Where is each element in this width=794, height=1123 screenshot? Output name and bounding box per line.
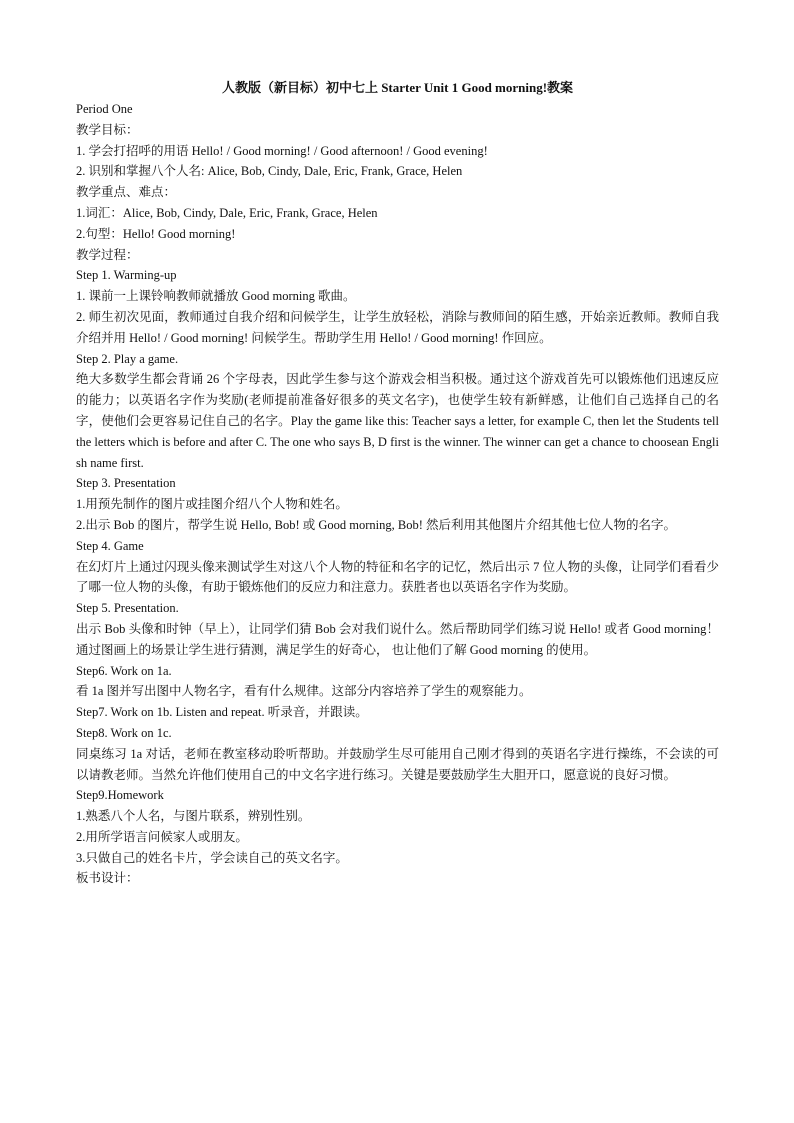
objective-item: 1. 学会打招呼的用语 Hello! / Good morning! / Good afternoon! / Good evening!	[76, 143, 488, 158]
step-paragraph: 在幻灯片上通过闪现头像来测试学生对这八个人物的特征和名字的记忆，然后出示 7 位人物的头像，让同学们看看少了哪一位人物的头像，有助于锻炼他们的反应力和注意力。获胜者也以英语名字作为奖励。	[76, 559, 719, 595]
step-heading: Step 2. Play a game.	[76, 351, 179, 366]
board-design-heading: 板书设计：	[76, 871, 139, 886]
period-label: Period One	[76, 102, 133, 116]
keypoint-item: 2.句型：Hello! Good morning!	[76, 226, 236, 241]
step-heading: Step8. Work on 1c.	[76, 725, 172, 740]
process-heading: 教学过程：	[76, 247, 139, 262]
keypoints-heading: 教学重点、难点：	[76, 185, 177, 200]
step-item: 2.出示 Bob 的图片，帮学生说 Hello, Bob! 或 Good morning, Bob! 然后利用其他图片介绍其他七位人物的名字。	[76, 517, 676, 532]
objectives-heading: 教学目标：	[76, 122, 139, 137]
step-paragraph: 绝大多数学生都会背诵 26 个字母表，因此学生参与这个游戏会相当积极。通过这个游戏首先可以锻炼他们迅速反应的能力；以英语名字作为奖励(老师提前准备好很多的英文名字)，也使学生较有新鲜感，让他们自己选择自己的名字，使他们会更容易记住自己的名字。Play the game like this: Teacher says a letter, for example C, then let the Students tell the letters which is before and after C. The one who says B, D first is the winner. The winner can get a chance to choosean English name first.	[76, 372, 719, 470]
document-title: 人教版（新目标）初中七上 Starter Unit 1 Good morning!教案	[221, 80, 574, 95]
step-item: 1.用预先制作的图片或挂图介绍八个人物和姓名。	[76, 497, 348, 512]
step-heading: Step9.Homework	[76, 788, 164, 803]
homework-item: 2.用所学语言问候家人或朋友。	[76, 829, 248, 844]
step-item: 2. 师生初次见面，教师通过自我介绍和问候学生，让学生放轻松，消除与教师间的陌生感，开始亲近教师。教师自我介绍并用 Hello! / Good morning! 问候学生。帮助学生用 Hello! / Good morning! 作回应。	[76, 309, 719, 345]
step-paragraph: 看 1a 图并写出图中人物名字，看有什么规律。这部分内容培养了学生的观察能力。	[76, 684, 532, 699]
objective-item: 2. 识别和掌握八个人名: Alice, Bob, Cindy, Dale, Eric, Frank, Grace, Helen	[76, 164, 463, 179]
step-heading: Step7. Work on 1b. Listen and repeat. 听录音，并跟读。	[76, 705, 368, 720]
document-body	[76, 78, 719, 889]
step-heading: Step 1. Warming-up	[76, 268, 177, 283]
step-paragraph: 同桌练习 1a 对话，老师在教室移动聆听帮助。并鼓励学生尽可能用自己刚才得到的英语名字进行操练，不会读的可以请教老师。当然允许他们使用自己的中文名字进行练习。关键是要鼓励学生大胆开口，愿意说的良好习惯。	[76, 746, 719, 782]
keypoint-item: 1.词汇：Alice, Bob, Cindy, Dale, Eric, Frank, Grace, Helen	[76, 205, 378, 220]
step-heading: Step 4. Game	[76, 538, 144, 553]
step-heading: Step6. Work on 1a.	[76, 663, 172, 678]
homework-item: 1.熟悉八个人名，与图片联系，辨别性别。	[76, 809, 311, 824]
homework-item: 3.只做自己的姓名卡片，学会读自己的英文名字。	[76, 850, 348, 865]
step-item: 1. 课前一上课铃响教师就播放 Good morning 歌曲。	[76, 289, 356, 304]
step-heading: Step 3. Presentation	[76, 476, 176, 491]
step-heading: Step 5. Presentation.	[76, 601, 179, 616]
step-paragraph: 出示 Bob 头像和时钟（早上），让同学们猜 Bob 会对我们说什么。然后帮助同学们练习说 Hello! 或者 Good morning！通过图画上的场景让学生进行猜测，满足学生的好奇心， 也让他们了解 Good morning 的使用。	[76, 621, 719, 657]
